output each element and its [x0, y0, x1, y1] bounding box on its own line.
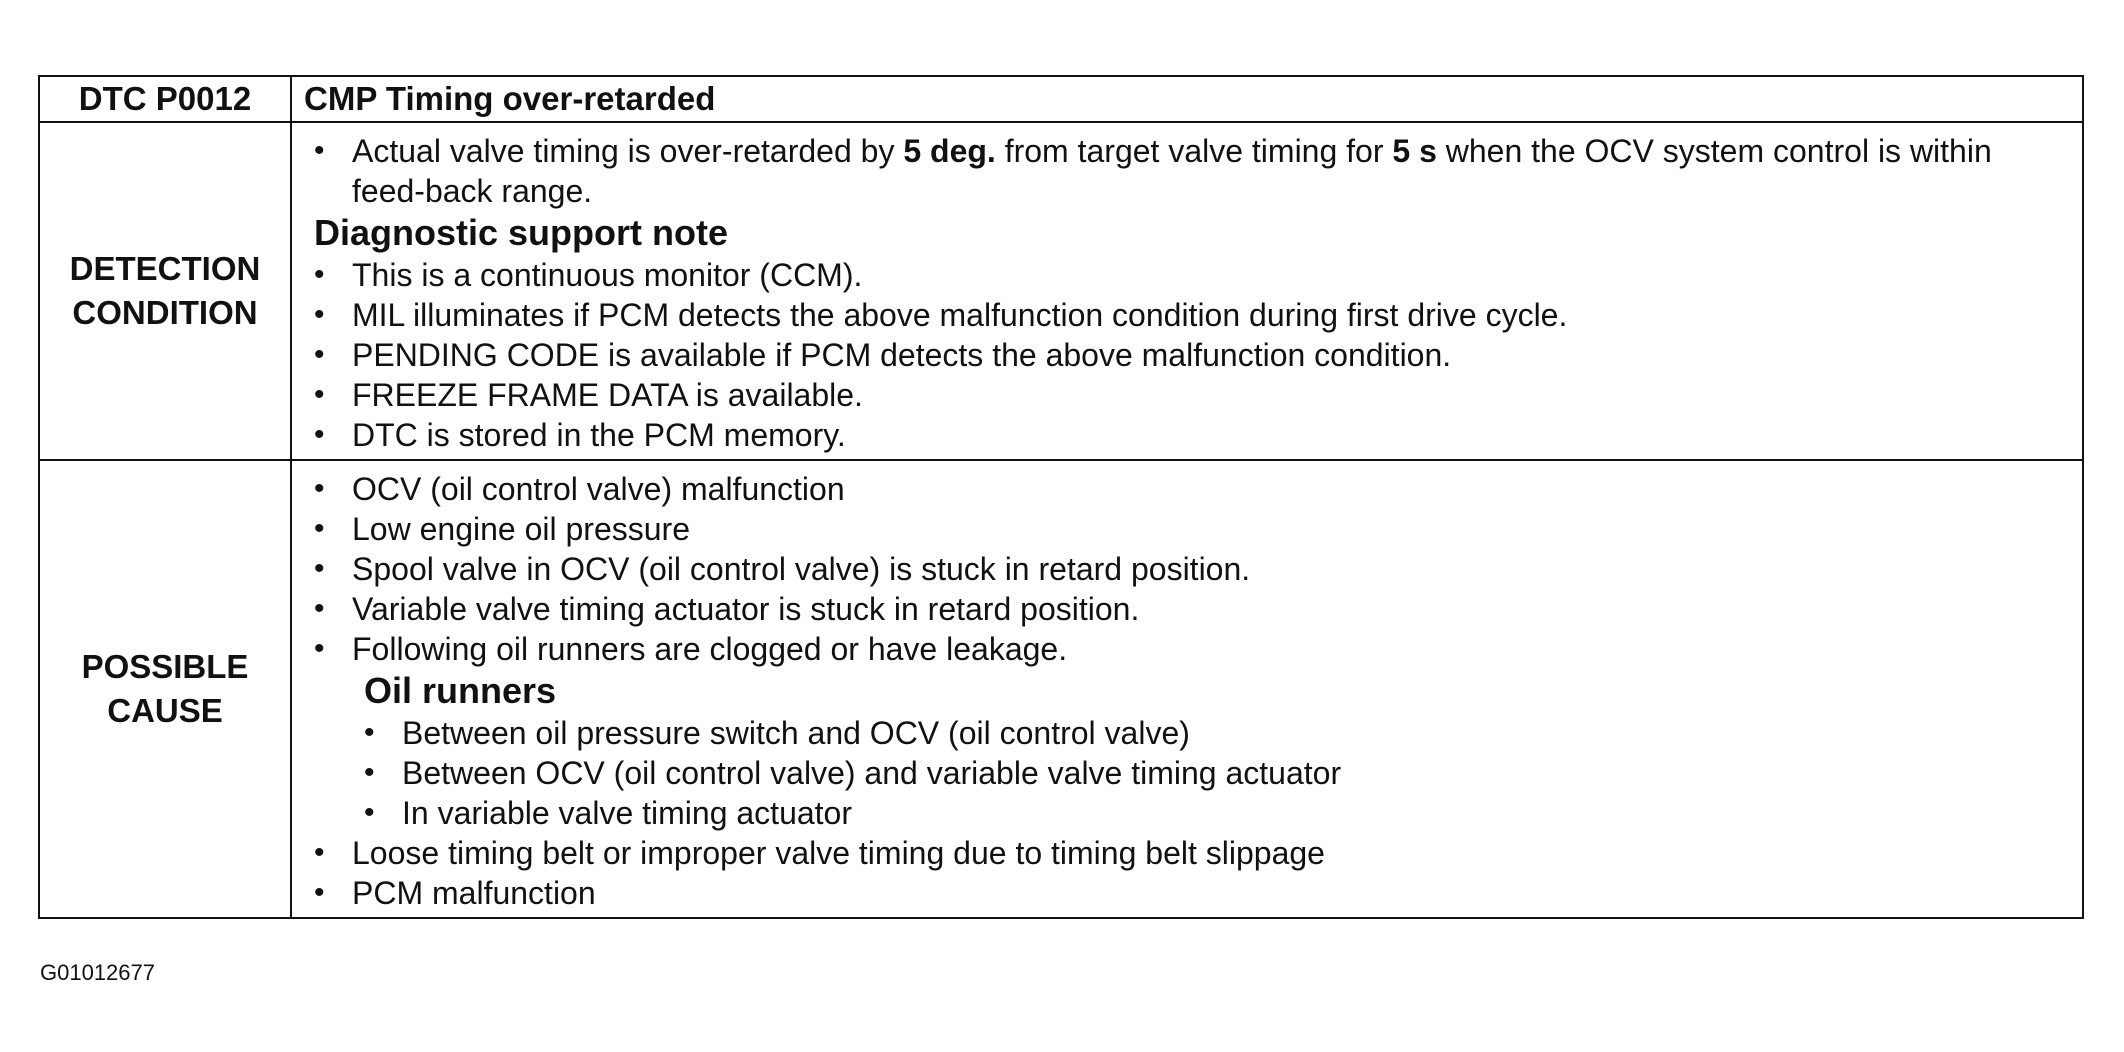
- detection-threshold-deg: 5 deg.: [903, 133, 996, 169]
- list-item: • Between oil pressure switch and OCV (oil control valve): [364, 713, 2072, 753]
- list-item: • Between OCV (oil control valve) and variable valve timing actuator: [364, 753, 2072, 793]
- detection-condition-row: [39, 122, 2083, 460]
- dtc-title: CMP Timing over-retarded: [291, 76, 2083, 122]
- possible-cause-label-line2: CAUSE: [107, 692, 223, 729]
- list-item: • DTC is stored in the PCM memory.: [314, 415, 2072, 455]
- list-item: • Loose timing belt or improper valve timing due to timing belt slippage: [314, 833, 2072, 873]
- possible-cause-label: [39, 460, 291, 918]
- possible-cause-content: [291, 460, 2083, 918]
- causes-top-list: [314, 469, 2072, 669]
- list-item: • MIL illuminates if PCM detects the above malfunction condition during first drive cycle.: [314, 295, 2072, 335]
- detection-threshold-time: 5 s: [1392, 133, 1437, 169]
- list-item: • Variable valve timing actuator is stuck in retard position.: [314, 589, 2072, 629]
- oil-runners-list: [314, 713, 2072, 833]
- oil-runners-heading: Oil runners: [364, 670, 557, 711]
- list-item: • PCM malfunction: [314, 873, 2072, 913]
- list-item: • This is a continuous monitor (CCM).: [314, 255, 2072, 295]
- detection-text-part2: from target valve timing for: [995, 133, 1393, 169]
- detection-label-line2: CONDITION: [72, 294, 258, 331]
- list-item: • Spool valve in OCV (oil control valve) is stuck in retard position.: [314, 549, 2072, 589]
- diagnostic-notes-list: [314, 255, 2072, 455]
- dtc-code: DTC P0012: [39, 76, 291, 122]
- detection-main-bullet: [314, 131, 2072, 211]
- causes-bottom-list: [314, 833, 2072, 913]
- header-row: [39, 76, 2083, 122]
- detection-condition-label: [39, 122, 291, 460]
- figure-id: G01012677: [40, 960, 155, 985]
- detection-text-part3: when the OCV system control is within feed-back range.: [352, 133, 1992, 209]
- possible-cause-row: [39, 460, 2083, 918]
- list-item: • PENDING CODE is available if PCM detects the above malfunction condition.: [314, 335, 2072, 375]
- detection-main-list: [314, 131, 2072, 211]
- list-item: • In variable valve timing actuator: [364, 793, 2072, 833]
- possible-cause-label-line1: POSSIBLE: [81, 648, 249, 685]
- list-item: • Following oil runners are clogged or have leakage.: [314, 629, 2072, 669]
- diagnostic-note-heading: Diagnostic support note: [314, 212, 728, 253]
- detection-condition-content: [291, 122, 2083, 460]
- list-item: • OCV (oil control valve) malfunction: [314, 469, 2072, 509]
- detection-text-part1: Actual valve timing is over-retarded by: [352, 133, 904, 169]
- dtc-table: [38, 75, 2084, 919]
- list-item: • Low engine oil pressure: [314, 509, 2072, 549]
- detection-label-line1: DETECTION: [69, 250, 261, 287]
- list-item: • FREEZE FRAME DATA is available.: [314, 375, 2072, 415]
